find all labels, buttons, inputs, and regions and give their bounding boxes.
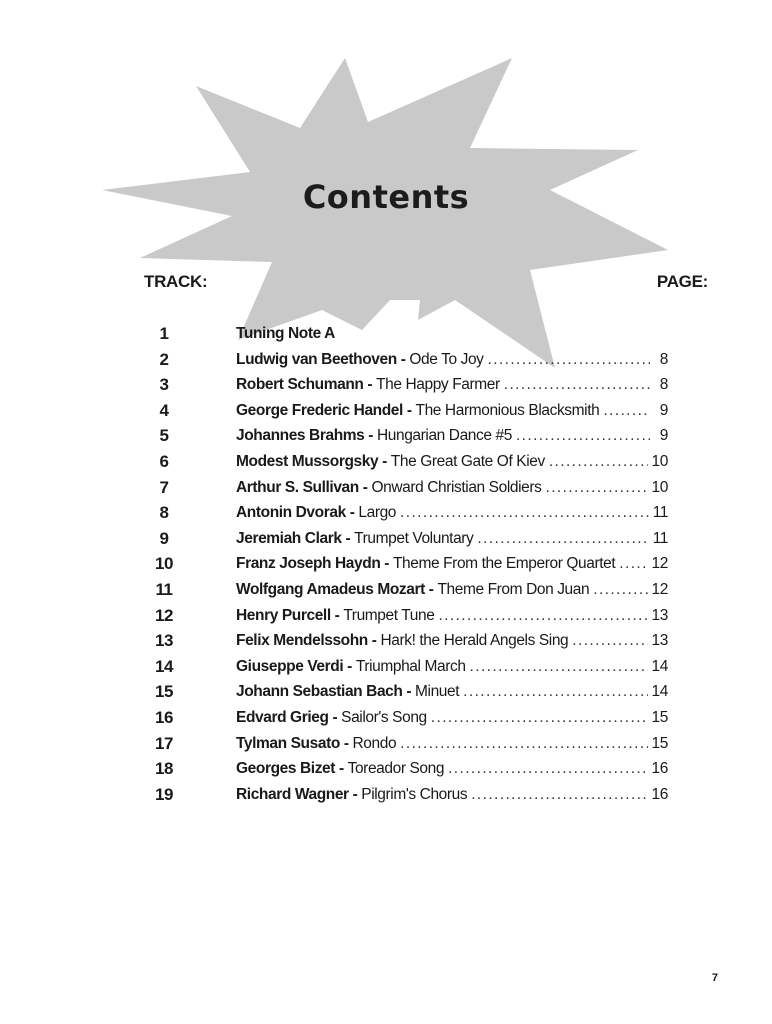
separator: - xyxy=(328,708,342,726)
piece-title: Onward Christian Soldiers xyxy=(371,478,542,496)
dot-leader xyxy=(619,555,647,573)
piece-title: The Happy Farmer xyxy=(376,376,500,394)
list-item xyxy=(0,450,772,476)
composer-name: Tuning Note A xyxy=(236,325,335,342)
separator: - xyxy=(358,478,372,496)
dot-leader xyxy=(477,530,648,548)
page-ref: 16 xyxy=(651,785,668,803)
composer-name: Johann Sebastian Bach xyxy=(236,683,403,701)
separator: - xyxy=(424,580,438,598)
page-ref: 13 xyxy=(651,606,668,624)
dot-leader xyxy=(448,760,647,778)
list-item xyxy=(0,732,772,758)
composer-name: Jeremiah Clark xyxy=(236,529,342,547)
track-number: 13 xyxy=(155,631,173,651)
track-entry xyxy=(236,325,668,343)
track-entry xyxy=(236,760,668,778)
track-entry xyxy=(236,479,668,497)
track-entry xyxy=(236,632,668,650)
piece-title: Pilgrim's Chorus xyxy=(361,785,468,803)
separator: - xyxy=(348,785,362,803)
track-entry xyxy=(236,555,668,573)
page-number: 7 xyxy=(711,972,718,984)
page-ref: 15 xyxy=(651,734,668,752)
separator: - xyxy=(380,555,393,573)
piece-title: Hark! the Herald Angels Sing xyxy=(380,632,569,650)
piece-title: Largo xyxy=(358,504,397,522)
piece-title: Sailor's Song xyxy=(341,708,427,726)
separator: - xyxy=(330,606,344,624)
track-number: 4 xyxy=(159,400,169,420)
separator: - xyxy=(363,376,377,394)
piece-title: Hungarian Dance #5 xyxy=(376,427,512,445)
composer-name: Giuseppe Verdi xyxy=(236,657,344,675)
separator: - xyxy=(367,632,381,650)
list-item xyxy=(0,399,772,425)
composer-name: Edvard Grieg xyxy=(236,708,329,726)
composer-name: Arthur S. Sullivan xyxy=(236,478,359,496)
track-number: 18 xyxy=(155,759,173,779)
piece-title: Theme From Don Juan xyxy=(437,580,590,598)
list-item xyxy=(0,373,772,399)
page-ref: 12 xyxy=(651,555,668,573)
page-ref: 11 xyxy=(652,504,668,522)
separator: - xyxy=(402,683,416,701)
list-item xyxy=(0,706,772,732)
track-number: 19 xyxy=(155,784,173,804)
piece-title: Trumpet Voluntary xyxy=(354,529,474,547)
list-item xyxy=(0,424,772,450)
dot-leader xyxy=(470,658,648,676)
dot-leader xyxy=(545,479,647,497)
page-ref: 14 xyxy=(651,683,668,701)
dot-leader xyxy=(516,427,650,445)
track-entry xyxy=(236,402,668,420)
page-column-header: PAGE: xyxy=(656,272,708,291)
dot-leader xyxy=(504,376,650,394)
track-number: 12 xyxy=(155,605,173,625)
track-entry xyxy=(236,376,668,394)
list-item xyxy=(0,476,772,502)
track-number: 9 xyxy=(159,528,169,548)
separator: - xyxy=(378,452,391,470)
composer-name: Johannes Brahms xyxy=(236,427,365,445)
composer-name: Ludwig van Beethoven xyxy=(236,350,397,368)
page-ref: 13 xyxy=(651,632,668,650)
separator: - xyxy=(335,760,348,778)
composer-name: Antonin Dvorak xyxy=(236,504,346,522)
page-ref: 8 xyxy=(659,376,668,394)
page-ref: 9 xyxy=(659,401,668,419)
track-number: 2 xyxy=(159,349,169,369)
track-number: 14 xyxy=(155,656,173,676)
page-ref: 12 xyxy=(651,580,668,598)
track-entry xyxy=(236,530,668,548)
separator: - xyxy=(402,401,416,419)
separator: - xyxy=(396,350,410,368)
separator: - xyxy=(345,504,359,522)
composer-name: Henry Purcell xyxy=(236,606,331,624)
track-number: 16 xyxy=(155,707,173,727)
track-entry xyxy=(236,709,668,727)
page-ref: 11 xyxy=(652,529,668,547)
track-number: 6 xyxy=(159,451,169,471)
track-number: 1 xyxy=(159,324,169,343)
piece-title: Trumpet Tune xyxy=(343,606,435,624)
list-item xyxy=(0,680,772,706)
page-ref: 16 xyxy=(651,760,668,778)
composer-name: Tylman Susato xyxy=(236,734,340,752)
track-number: 7 xyxy=(159,477,169,497)
list-item xyxy=(0,578,772,604)
track-number: 15 xyxy=(155,682,173,702)
track-entry xyxy=(236,607,668,625)
composer-name: Georges Bizet xyxy=(236,760,336,778)
list-item xyxy=(0,629,772,655)
composer-name: Richard Wagner xyxy=(236,785,349,803)
page-title: Contents xyxy=(302,178,470,216)
composer-name: Wolfgang Amadeus Mozart xyxy=(236,580,425,598)
list-item xyxy=(0,501,772,527)
separator: - xyxy=(339,734,353,752)
composer-name: Franz Joseph Haydn xyxy=(236,555,381,573)
track-entry xyxy=(236,683,668,701)
dot-leader xyxy=(572,632,647,650)
list-item xyxy=(0,527,772,553)
page-ref: 10 xyxy=(651,478,668,496)
piece-title: Ode To Joy xyxy=(409,350,484,368)
track-entry xyxy=(236,427,668,445)
piece-title: Minuet xyxy=(415,683,460,701)
dot-leader xyxy=(400,735,647,753)
track-entry xyxy=(236,581,668,599)
list-item xyxy=(0,348,772,374)
piece-title: Rondo xyxy=(352,734,397,752)
track-number: 11 xyxy=(155,579,173,599)
page-ref: 14 xyxy=(651,657,668,675)
track-number: 17 xyxy=(155,733,173,753)
piece-title: The Great Gate Of Kiev xyxy=(390,452,545,470)
track-number: 8 xyxy=(159,503,169,523)
list-item xyxy=(0,757,772,783)
dot-leader xyxy=(400,504,649,522)
piece-title: Triumphal March xyxy=(355,657,466,675)
dot-leader xyxy=(593,581,647,599)
composer-name: Modest Mussorgsky xyxy=(236,452,379,470)
list-item xyxy=(0,783,772,809)
composer-name: Robert Schumann xyxy=(236,376,364,394)
track-entry xyxy=(236,786,668,804)
separator: - xyxy=(364,427,377,445)
piece-title: Toreador Song xyxy=(347,760,445,778)
separator: - xyxy=(343,657,356,675)
track-column-header: TRACK: xyxy=(144,272,208,291)
track-entry xyxy=(236,735,668,753)
track-entry xyxy=(236,351,668,369)
track-number: 10 xyxy=(155,554,173,574)
page-ref: 15 xyxy=(651,708,668,726)
dot-leader xyxy=(603,402,650,420)
track-number: 5 xyxy=(159,426,169,446)
list-item xyxy=(0,604,772,630)
piece-title: The Harmonious Blacksmith xyxy=(415,401,600,419)
page-ref: 9 xyxy=(659,427,668,445)
list-item xyxy=(0,322,772,348)
contents-list xyxy=(0,322,772,808)
dot-leader xyxy=(488,351,650,369)
list-item xyxy=(0,655,772,681)
list-item xyxy=(0,552,772,578)
page-ref: 8 xyxy=(659,350,668,368)
track-entry xyxy=(236,658,668,676)
dot-leader xyxy=(471,786,647,804)
track-number: 3 xyxy=(159,375,169,395)
page-ref: 10 xyxy=(651,452,668,470)
dot-leader xyxy=(549,453,648,471)
separator: - xyxy=(341,529,355,547)
dot-leader xyxy=(431,709,648,727)
track-entry xyxy=(236,453,668,471)
composer-name: George Frederic Handel xyxy=(236,401,403,419)
dot-leader xyxy=(438,607,647,625)
piece-title: Theme From the Emperor Quartet xyxy=(392,555,616,573)
composer-name: Felix Mendelssohn xyxy=(236,632,368,650)
track-entry xyxy=(236,504,668,522)
dot-leader xyxy=(463,683,647,701)
